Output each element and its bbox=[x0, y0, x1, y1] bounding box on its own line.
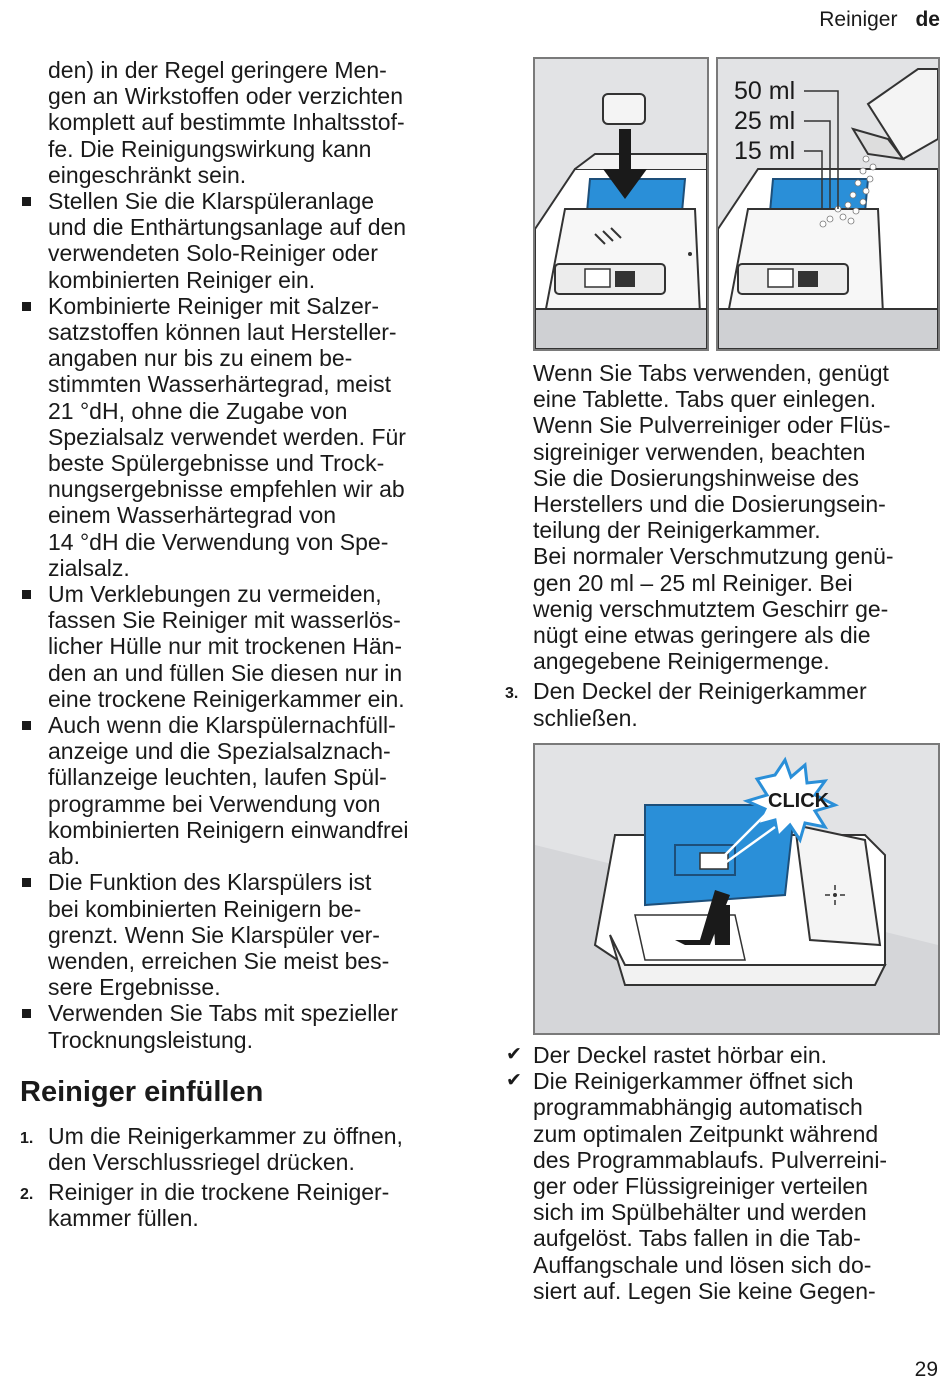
text-line: Sie die Dosierungshinweise des bbox=[533, 464, 860, 491]
figure-lid-click bbox=[533, 743, 940, 1035]
text-line: beste Spülergebnisse und Trock- bbox=[48, 450, 385, 477]
running-header bbox=[819, 8, 940, 32]
text-line: Die Funktion des Klarspülers ist bbox=[48, 869, 372, 896]
result-item bbox=[505, 1042, 945, 1068]
text-line: aufgelöst. Tabs fallen in die Tab- bbox=[533, 1225, 861, 1252]
step-number: 3. bbox=[505, 685, 519, 703]
text-line: Spezialsalz verwendet werden. Für bbox=[48, 423, 406, 450]
click-label: CLICK bbox=[768, 790, 830, 812]
text-line: Wenn Sie Pulverreiniger oder Flüs- bbox=[533, 412, 891, 439]
text-line: fe. Die Reinigungswirkung kann bbox=[48, 135, 372, 162]
mark-25ml: 25 ml bbox=[734, 107, 796, 135]
text-line: Der Deckel rastet hörbar ein. bbox=[533, 1042, 828, 1068]
text-line: wenig verschmutztem Geschirr ge- bbox=[533, 595, 889, 622]
result-item bbox=[505, 1068, 945, 1304]
text-line: sere Ergebnisse. bbox=[48, 974, 221, 1001]
text-line: und die Enthärtungsanlage auf den bbox=[48, 214, 407, 241]
text-line: des Programmablaufs. Pulverreini- bbox=[533, 1146, 888, 1173]
bullet-square-icon bbox=[22, 590, 31, 599]
text-line: zialsalz. bbox=[48, 554, 130, 581]
text-line: sigreiniger verwenden, beachten bbox=[533, 438, 866, 465]
text-line: schließen. bbox=[533, 704, 638, 731]
right-column-upper bbox=[505, 360, 945, 731]
text-line: komplett auf bestimmte Inhaltsstof- bbox=[48, 109, 405, 136]
text-line: Herstellers und die Dosierungsein- bbox=[533, 491, 886, 518]
text-line: Auch wenn die Klarspülernachfüll- bbox=[48, 712, 396, 739]
step-item bbox=[20, 1179, 460, 1231]
bullet-square-icon bbox=[22, 721, 31, 730]
text-line: 21 °dH, ohne die Zugabe von bbox=[48, 397, 348, 424]
text-line: gen an Wirkstoffen oder verzichten bbox=[48, 83, 403, 110]
bullet-square-icon bbox=[22, 197, 31, 206]
text-line: kombinierten Reinigern einwandfrei bbox=[48, 816, 409, 843]
text-line: gen 20 ml – 25 ml Reiniger. Bei bbox=[533, 569, 853, 596]
text-line: den) in der Regel geringere Men- bbox=[48, 57, 387, 83]
mark-15ml: 15 ml bbox=[734, 137, 796, 165]
text-line: satzstoffen können laut Hersteller- bbox=[48, 319, 397, 346]
bullet-square-icon bbox=[22, 302, 31, 311]
step-number: 2. bbox=[20, 1186, 34, 1204]
bullet-item bbox=[20, 581, 460, 712]
text-line: Auffangschale und lösen sich do- bbox=[533, 1251, 872, 1278]
text-line: stimmten Wasserhärtegrad, meist bbox=[48, 371, 391, 398]
text-line: eine trockene Reinigerkammer ein. bbox=[48, 685, 405, 712]
checkmark-icon: ✔ bbox=[506, 1070, 522, 1092]
text-line: Verwenden Sie Tabs mit spezieller bbox=[48, 1000, 398, 1027]
text-line: Den Deckel der Reinigerkammer bbox=[533, 678, 867, 705]
text-line: Um Verklebungen zu vermeiden, bbox=[48, 581, 382, 608]
text-line: Um die Reinigerkammer zu öffnen, bbox=[48, 1122, 403, 1149]
figure-tab-insert bbox=[533, 57, 709, 351]
text-line: Die Reinigerkammer öffnet sich bbox=[533, 1068, 854, 1095]
bullet-item bbox=[20, 712, 460, 869]
text-line: 14 °dH die Verwendung von Spe- bbox=[48, 528, 389, 555]
figure-dosing bbox=[716, 57, 940, 351]
left-column bbox=[20, 57, 460, 1232]
bullet-item bbox=[20, 293, 460, 581]
paragraph-dosing bbox=[505, 543, 945, 674]
text-line: siert auf. Legen Sie keine Gegen- bbox=[533, 1277, 876, 1304]
step-item bbox=[20, 1123, 460, 1175]
text-line: sich im Spülbehälter und werden bbox=[533, 1199, 867, 1226]
text-line: ger oder Flüssigreiniger verteilen bbox=[533, 1173, 868, 1200]
text-line: wenden, erreichen Sie meist bes- bbox=[48, 947, 390, 974]
text-line: licher Hülle nur mit trockenen Hän- bbox=[48, 633, 403, 660]
text-line: kammer füllen. bbox=[48, 1205, 199, 1232]
text-line: füllanzeige leuchten, laufen Spül- bbox=[48, 764, 387, 791]
text-line: grenzt. Wenn Sie Klarspüler ver- bbox=[48, 921, 380, 948]
text-line: bei kombinierten Reinigern be- bbox=[48, 895, 362, 922]
bullet-item bbox=[20, 188, 460, 293]
text-line: Stellen Sie die Klarspüleranlage bbox=[48, 188, 375, 215]
page-number: 29 bbox=[914, 1358, 938, 1381]
continued-paragraph bbox=[20, 57, 460, 188]
language-code: de bbox=[915, 8, 940, 31]
section-heading: Reiniger einfüllen bbox=[20, 1075, 264, 1108]
text-line: eingeschränkt sein. bbox=[48, 161, 247, 188]
text-line: den Verschlussriegel drücken. bbox=[48, 1148, 355, 1175]
bullet-item bbox=[20, 869, 460, 1000]
text-line: anzeige und die Spezialsalznach- bbox=[48, 738, 391, 765]
text-line: programmabhängig automatisch bbox=[533, 1094, 863, 1121]
text-line: Trocknungsleistung. bbox=[48, 1026, 253, 1053]
text-line: nügt eine etwas geringere als die bbox=[533, 622, 871, 649]
checkmark-icon: ✔ bbox=[506, 1044, 522, 1065]
mark-50ml: 50 ml bbox=[734, 77, 796, 105]
text-line: angegebene Reinigermenge. bbox=[533, 648, 830, 675]
text-line: nungsergebnisse empfehlen wir ab bbox=[48, 476, 405, 503]
paragraph-tabs bbox=[505, 360, 945, 543]
right-column-lower bbox=[505, 1042, 945, 1304]
text-line: programme bei Verwendung von bbox=[48, 790, 381, 817]
text-line: ab. bbox=[48, 843, 80, 870]
step-item bbox=[505, 678, 945, 730]
bullet-square-icon bbox=[22, 878, 31, 887]
text-line: einem Wasserhärtegrad von bbox=[48, 502, 337, 529]
text-line: Reiniger in die trockene Reiniger- bbox=[48, 1179, 390, 1206]
bullet-square-icon bbox=[22, 1009, 31, 1018]
text-line: angaben nur bis zu einem be- bbox=[48, 345, 353, 372]
text-line: kombinierten Reiniger ein. bbox=[48, 266, 316, 293]
text-line: zum optimalen Zeitpunkt während bbox=[533, 1120, 879, 1147]
text-line: eine Tablette. Tabs quer einlegen. bbox=[533, 386, 877, 413]
text-line: Kombinierte Reiniger mit Salzer- bbox=[48, 292, 380, 319]
text-line: Wenn Sie Tabs verwenden, genügt bbox=[533, 360, 889, 386]
section-title: Reiniger bbox=[819, 8, 898, 31]
text-line: den an und füllen Sie diesen nur in bbox=[48, 659, 403, 686]
bullet-item bbox=[20, 1000, 460, 1052]
text-line: Bei normaler Verschmutzung genü- bbox=[533, 543, 894, 570]
text-line: teilung der Reinigerkammer. bbox=[533, 517, 821, 544]
step-number: 1. bbox=[20, 1129, 34, 1147]
text-line: verwendeten Solo-Reiniger oder bbox=[48, 240, 378, 267]
text-line: fassen Sie Reiniger mit wasserlös- bbox=[48, 607, 401, 634]
